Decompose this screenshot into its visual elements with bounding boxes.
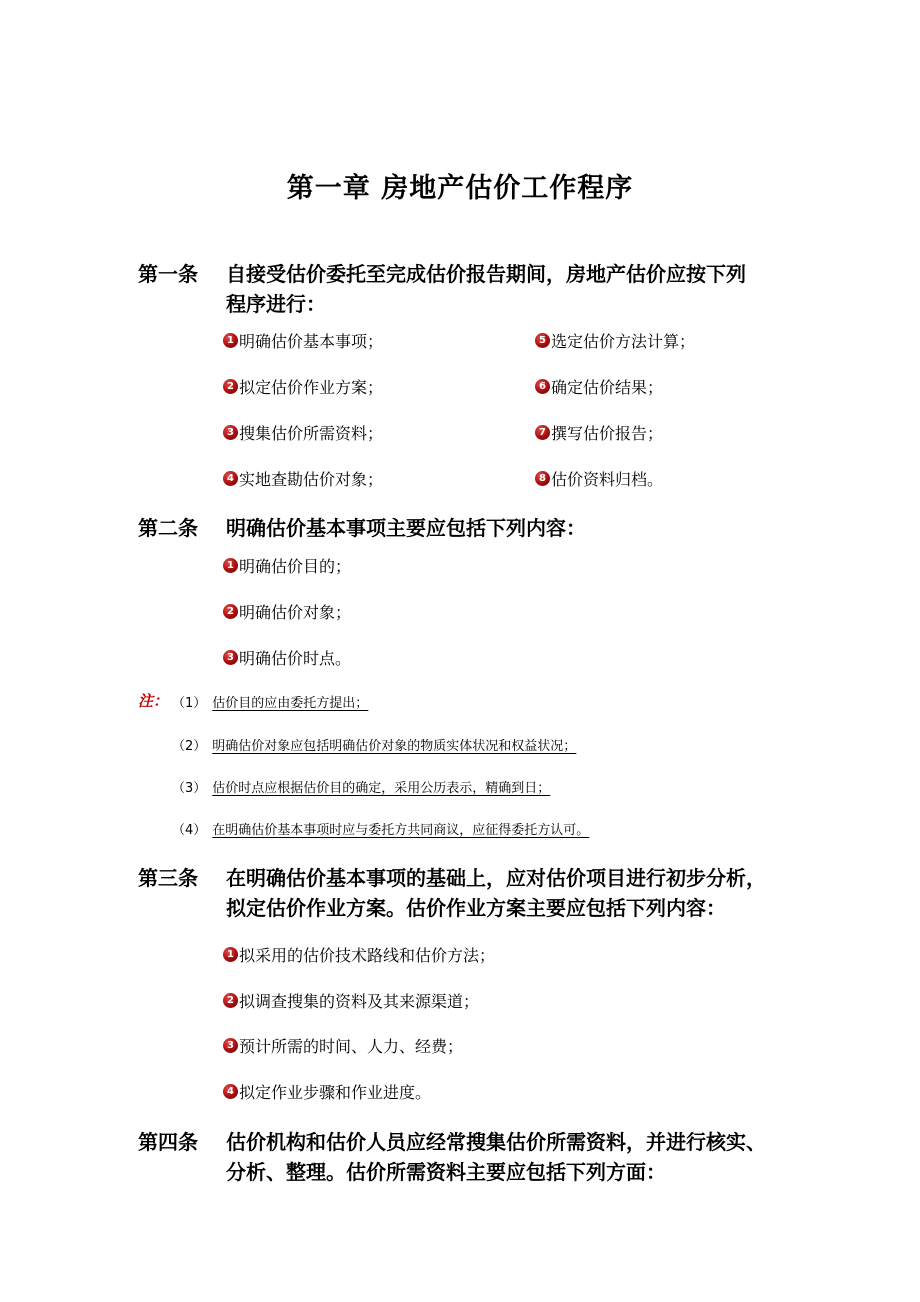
number-bullet-icon: 8 xyxy=(535,471,550,486)
article-1-item-8 xyxy=(535,467,663,490)
article-3-line-2: 拟定估价作业方案。估价作业方案主要应包括下列内容： xyxy=(226,896,726,920)
number-bullet-icon: 6 xyxy=(535,379,550,394)
article-2-item-2 xyxy=(223,600,351,623)
number-bullet-icon: 2 xyxy=(223,379,238,394)
list-item-text: 实地查勘估价对象； xyxy=(239,470,384,489)
article-3-line-1: 在明确估价基本事项的基础上，应对估价项目进行初步分析， xyxy=(226,866,766,890)
article-1-item-1 xyxy=(223,329,383,352)
note-text: 明确估价对象应包括明确估价对象的物质实体状况和权益状况； xyxy=(212,739,577,754)
article-1-item-5 xyxy=(535,329,695,352)
list-item-text: 明确估价时点。 xyxy=(239,649,352,668)
article-1-item-2 xyxy=(223,375,383,398)
number-bullet-icon: 1 xyxy=(223,333,238,348)
article-2-item-3 xyxy=(223,646,351,669)
number-bullet-icon: 4 xyxy=(223,471,238,486)
list-item-text: 撰写估价报告； xyxy=(551,424,664,443)
list-item-text: 拟调查搜集的资料及其来源渠道； xyxy=(239,992,480,1011)
article-1-label: 第一条 xyxy=(138,262,198,286)
list-item-text: 拟定估价作业方案； xyxy=(239,378,384,397)
note-2 xyxy=(172,735,576,754)
article-2-line-1: 明确估价基本事项主要应包括下列内容： xyxy=(226,516,586,540)
number-bullet-icon: 4 xyxy=(223,1084,238,1099)
list-item-text: 估价资料归档。 xyxy=(551,470,664,489)
list-item-text: 明确估价基本事项； xyxy=(239,332,384,351)
note-number: （2） xyxy=(172,739,207,754)
number-bullet-icon: 3 xyxy=(223,1038,238,1053)
note-number: （3） xyxy=(172,781,207,796)
article-1-item-3 xyxy=(223,421,383,444)
article-3-item-4 xyxy=(223,1080,431,1103)
note-1 xyxy=(172,692,368,711)
list-item-text: 拟定作业步骤和作业进度。 xyxy=(239,1083,432,1102)
article-1-item-6 xyxy=(535,375,663,398)
note-3 xyxy=(172,777,550,796)
note-4 xyxy=(172,819,589,838)
article-4-label: 第四条 xyxy=(138,1130,198,1154)
note-text: 估价时点应根据估价目的确定，采用公历表示，精确到日； xyxy=(212,781,551,796)
list-item-text: 明确估价对象； xyxy=(239,603,352,622)
note-number: （1） xyxy=(172,696,207,711)
number-bullet-icon: 2 xyxy=(223,604,238,619)
article-1-line-2: 程序进行： xyxy=(226,292,326,316)
article-3-item-2 xyxy=(223,989,479,1012)
list-item-text: 明确估价目的； xyxy=(239,557,352,576)
list-item-text: 预计所需的时间、人力、经费； xyxy=(239,1037,464,1056)
article-3-item-1 xyxy=(223,943,495,966)
note-text: 估价目的应由委托方提出； xyxy=(212,696,369,711)
number-bullet-icon: 1 xyxy=(223,947,238,962)
number-bullet-icon: 7 xyxy=(535,425,550,440)
note-mark: 注： xyxy=(138,692,169,710)
article-4-line-1: 估价机构和估价人员应经常搜集估价所需资料，并进行核实、 xyxy=(226,1130,766,1154)
number-bullet-icon: 3 xyxy=(223,425,238,440)
list-item-text: 拟采用的估价技术路线和估价方法； xyxy=(239,946,496,965)
list-item-text: 确定估价结果； xyxy=(551,378,664,397)
article-3-label: 第三条 xyxy=(138,866,198,890)
article-2-label: 第二条 xyxy=(138,516,198,540)
article-1-item-7 xyxy=(535,421,663,444)
note-text: 在明确估价基本事项时应与委托方共同商议，应征得委托方认可。 xyxy=(212,823,590,838)
chapter-title: 第一章 房地产估价工作程序 xyxy=(286,173,634,204)
article-1-line-1: 自接受估价委托至完成估价报告期间，房地产估价应按下列 xyxy=(226,262,746,286)
article-3-item-3 xyxy=(223,1034,463,1057)
number-bullet-icon: 3 xyxy=(223,650,238,665)
list-item-text: 选定估价方法计算； xyxy=(551,332,696,351)
article-2-item-1 xyxy=(223,554,351,577)
article-1-item-4 xyxy=(223,467,383,490)
number-bullet-icon: 2 xyxy=(223,993,238,1008)
number-bullet-icon: 1 xyxy=(223,558,238,573)
number-bullet-icon: 5 xyxy=(535,333,550,348)
list-item-text: 搜集估价所需资料； xyxy=(239,424,384,443)
article-4-line-2: 分析、整理。估价所需资料主要应包括下列方面： xyxy=(226,1160,666,1184)
note-number: （4） xyxy=(172,823,207,838)
